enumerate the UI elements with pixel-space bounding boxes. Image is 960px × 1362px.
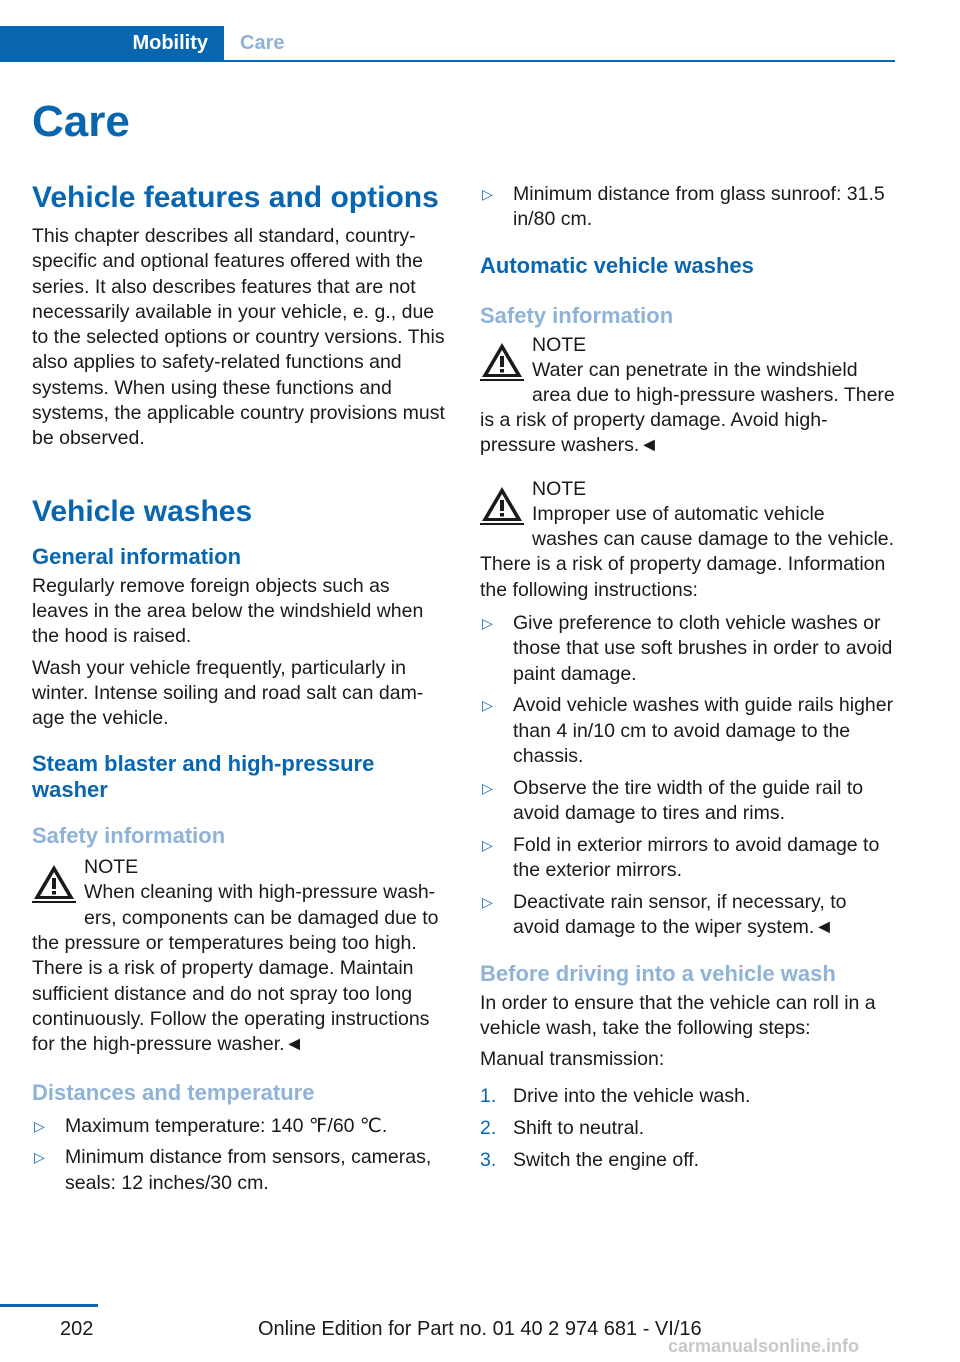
list-item: ▷ Observe the tire width of the guide rail to avoid damage to tires and rims. [482,776,864,825]
warning-triangle-icon [480,485,524,525]
list-item: 3. Switch the engine off. [480,1148,896,1173]
list-item: ▷ Avoid vehicle washes with guide rails higher than 4 in/10 cm to avoid damage to the chassis. [482,694,894,767]
triangle-bullet-icon: ▷ [482,614,493,631]
left-safety-heading: Safety information [32,823,226,849]
manual-transmission-label: Manual transmission: [480,1048,665,1071]
triangle-bullet-icon: ▷ [34,1117,45,1134]
steps-list [480,1084,896,1173]
footer-rule [0,1304,98,1307]
list-item: ▷ Give preference to cloth vehicle washes or those that use soft brushes in order to avoid paint damage. [482,611,893,685]
step-number: 3. [480,1149,497,1172]
list-item: ▷ Maximum temperature: 140 ℉/60 ℃. [32,1114,448,1139]
before-wash-heading: Before driving into a vehicle wash [480,960,836,986]
watermark: carmanualsonline.info [668,1336,860,1356]
distances-list-continued [480,182,896,233]
note-label: NOTE [532,333,587,356]
distances-list [32,1114,448,1196]
list-item: ▷ Minimum distance from glass sunroof: 31.5 in/80 cm. [482,183,885,231]
triangle-bullet-icon: ▷ [482,186,493,202]
general-paragraph-2: Wash your vehicle frequently, particularly in winter. Intense soiling and road salt can dam-age the vehicle. [32,656,424,730]
note-high-pressure [32,851,448,1057]
note-text: Improper use of automatic vehicle washes can cause damage to the vehicle. There is a risk of property damage. Information the following instructions: [480,502,895,601]
note-text: Water can penetrate in the windshield area due to high-pressure washers. There is a risk of property damage. Avoid high-pressure washers.◄ [480,358,895,457]
right-column [480,182,896,1180]
page-title: Care [32,97,130,146]
triangle-bullet-icon: ▷ [482,779,493,796]
warning-triangle-icon [32,863,76,903]
triangle-bullet-icon: ▷ [34,1149,45,1166]
tab-mobility[interactable]: Mobility [0,26,224,60]
list-item: 2. Shift to neutral. [480,1116,896,1141]
list-item: ▷ Fold in exterior mirrors to avoid damage to the exterior mirrors. [482,833,880,882]
auto-washes-heading: Automatic vehicle washes [480,252,754,278]
steam-heading: Steam blaster and high-pressure washer [32,751,375,803]
note-windshield [480,329,896,459]
note-automatic-washes [480,473,896,603]
triangle-bullet-icon: ▷ [482,836,493,853]
left-column [32,180,448,1202]
general-heading: General information [32,543,242,569]
note-label: NOTE [532,477,587,500]
list-item: ▷ Minimum distance from sensors, cameras, seals: 12 inches/30 cm. [34,1146,432,1194]
triangle-bullet-icon: ▷ [482,697,493,714]
instructions-list [480,611,896,941]
distances-heading: Distances and temperature [32,1079,315,1105]
before-wash-text: In order to ensure that the vehicle can roll in a vehicle wash, take the following steps: [480,991,876,1039]
note-text: When cleaning with high-pressure wash-ers, components can be damaged due to the pressure or temperatures being too high. There is a risk of property damage. Maintain sufficient distance and do not spray too long continuously. Follow the operating instructions for the high-pressure washer.◄ [32,881,439,1056]
features-heading: Vehicle features and options [32,181,439,214]
header-tabbar [0,26,895,62]
tab-care[interactable]: Care [240,31,285,54]
note-label: NOTE [84,856,139,879]
list-item: ▷ Deactivate rain sensor, if necessary, to avoid damage to the wiper system.◄ [482,890,847,939]
features-text: This chapter describes all standard, country-specific and optional features offered with the series. It also describes features that are not necessarily available in your vehicle, e. g., due to the selected options or country versions. This also applies to safety-related functions and systems. When using these functions and systems, the applicable country provisions must be observed. [32,225,445,450]
header-rule [0,60,895,62]
list-item: 1. Drive into the vehicle wash. [480,1084,896,1109]
right-safety-heading: Safety information [480,302,674,328]
step-number: 2. [480,1117,497,1140]
edition-text: Online Edition for Part no. 01 40 2 974 681 - VI/16 [258,1318,702,1340]
triangle-bullet-icon: ▷ [482,893,493,910]
washes-heading: Vehicle washes [32,494,253,528]
page-number: 202 [60,1318,94,1340]
warning-triangle-icon [480,341,524,381]
general-paragraph-1: Regularly remove foreign objects such as leaves in the area below the windshield when the hood is raised. [32,574,424,648]
step-number: 1. [480,1085,497,1108]
